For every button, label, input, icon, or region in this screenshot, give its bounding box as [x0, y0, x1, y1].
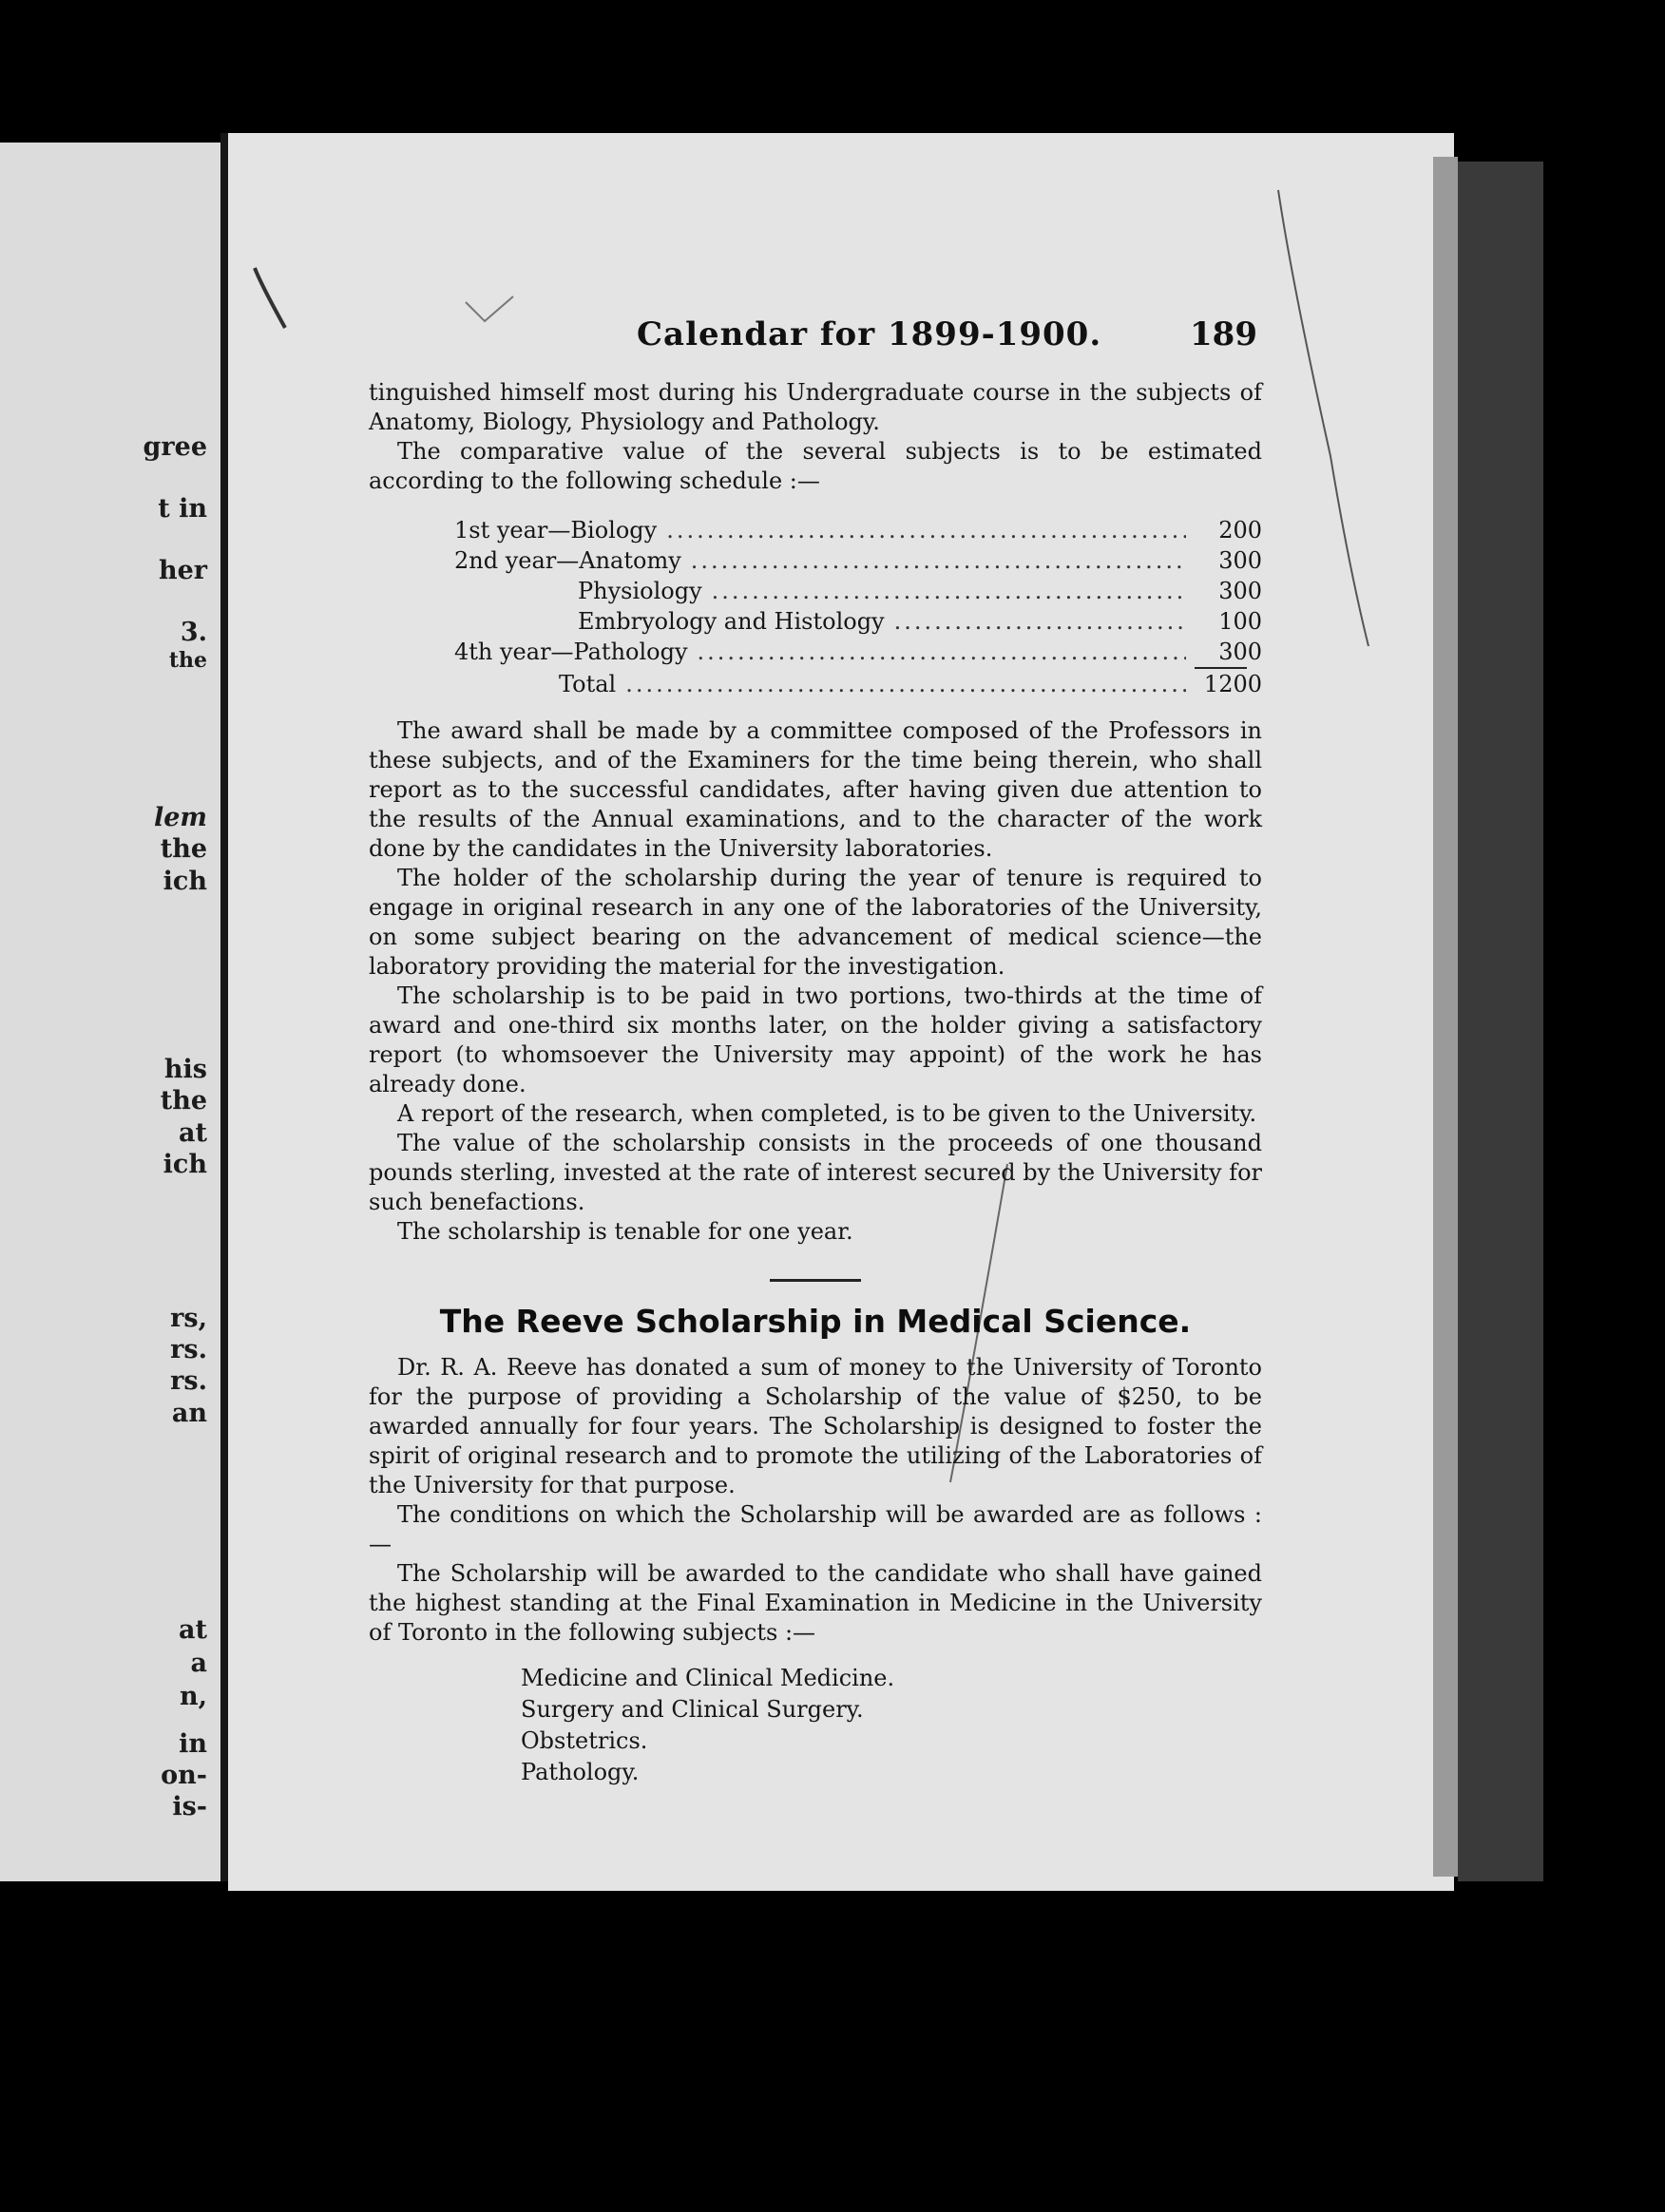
dot-leader [712, 576, 1186, 606]
left-page-fragment: an [171, 1399, 207, 1428]
dot-leader [698, 637, 1186, 667]
left-page-fragment: rs. [170, 1335, 207, 1364]
paragraph: The scholarship is to be paid in two portions, two-thirds at the time of award and one-third six months later, on the holder giving a satisfactory report (to whomsoever the University may appoint) of the work he has already done. [369, 982, 1262, 1097]
left-page-fragment: in [179, 1729, 207, 1759]
schedule-value: 300 [1218, 639, 1262, 665]
schedule-label: 1st year—Biology [454, 517, 658, 543]
schedule-total-row [369, 669, 1262, 699]
paragraph: The conditions on which the Scholarship will be awarded are as follows :— [369, 1501, 1262, 1557]
left-page-fragment: the [160, 1086, 207, 1116]
paragraph: The holder of the scholarship during the year of tenure is required to engage in original research in any one of the laboratories of the University, on some subject bearing on the advancement of medical science—the laboratory providing the material for the investigation. [369, 865, 1262, 980]
schedule-row [369, 606, 1262, 637]
marks-schedule [369, 515, 1262, 699]
subject-item: Pathology. [521, 1759, 640, 1785]
schedule-total-label: Total [559, 671, 617, 697]
section-title: The Reeve Scholarship in Medical Science. [439, 1303, 1192, 1340]
schedule-row [369, 545, 1262, 576]
left-page-fragment: at [179, 1615, 207, 1645]
paragraph: The scholarship is tenable for one year. [397, 1218, 853, 1245]
schedule-value: 300 [1218, 578, 1262, 604]
left-page-fragment: at [179, 1118, 207, 1148]
subject-item: Obstetrics. [521, 1727, 648, 1754]
left-page-fragment: the [168, 648, 207, 673]
left-page-fragment: n, [179, 1682, 207, 1711]
left-page-fragment: t in [158, 494, 207, 524]
dot-leader [625, 669, 1186, 699]
subject-list [521, 1663, 1262, 1788]
left-page-fragment: ich [163, 867, 207, 896]
page-number: 189 [1190, 315, 1257, 353]
schedule-label: 2nd year—Anatomy [454, 547, 681, 574]
left-page-fragment: a [190, 1649, 207, 1678]
left-page-fragment: ich [163, 1150, 207, 1179]
paragraph: A report of the research, when completed, is to be given to the University. [397, 1100, 1257, 1127]
page-body [369, 378, 1262, 1788]
schedule-value: 300 [1218, 547, 1262, 574]
left-page-fragment: is- [172, 1792, 207, 1821]
left-page-fragment: on- [161, 1761, 207, 1790]
section-separator [770, 1279, 861, 1282]
dot-leader [666, 515, 1186, 545]
subject-item: Medicine and Clinical Medicine. [521, 1665, 895, 1691]
schedule-label: Physiology [578, 578, 702, 604]
left-page-fragment: her [158, 556, 207, 585]
left-page-fragment: rs, [170, 1304, 207, 1333]
schedule-value: 200 [1218, 517, 1262, 543]
schedule-label: Embryology and Histology [578, 608, 885, 635]
paragraph: tinguished himself most during his Undergraduate course in the subjects of Anatomy, Biology, Physiology and Pathology. [369, 379, 1262, 435]
schedule-value: 100 [1218, 608, 1262, 635]
dot-leader [691, 545, 1186, 576]
paragraph: The award shall be made by a committee composed of the Professors in these subjects, and of the Examiners for the time being therein, who shall report as to the successful candidates, after having given due attention to the results of the Annual examinations, and to the character of the work done by the candidates in the University laboratories. [369, 717, 1262, 862]
running-header: Calendar for 1899-1900. [637, 315, 1102, 353]
left-page-fragment: 3. [180, 618, 207, 647]
paragraph: The value of the scholarship consists in the proceeds of one thousand pounds sterling, invested at the rate of interest secured by the University for such benefactions. [369, 1130, 1262, 1215]
subject-item: Surgery and Clinical Surgery. [521, 1696, 864, 1723]
left-page-fragment: rs. [170, 1366, 207, 1396]
schedule-row [369, 576, 1262, 606]
paragraph: The Scholarship will be awarded to the candidate who shall have gained the highest standing at the Final Examination in Medicine in the University of Toronto in the following subjects :— [369, 1560, 1262, 1646]
left-page-fragment: gree [143, 432, 207, 462]
schedule-row [369, 515, 1262, 545]
paragraph: The comparative value of the several subjects is to be estimated according to the following schedule :— [369, 438, 1262, 494]
dot-leader [894, 606, 1186, 637]
left-page-fragment: the [160, 834, 207, 864]
schedule-label: 4th year—Pathology [454, 639, 688, 665]
schedule-row [369, 637, 1262, 667]
paragraph: Dr. R. A. Reeve has donated a sum of money to the University of Toronto for the purpose of providing a Scholarship of the value of $250, to be awarded annually for four years. The Scholarship is designed to foster the spirit of original research and to promote the utilizing of the Laboratories of the University for that purpose. [369, 1354, 1262, 1498]
left-page-fragment: his [163, 1055, 207, 1084]
left-page-fragment: lem [153, 803, 207, 832]
schedule-total-value: 1200 [1203, 671, 1262, 697]
